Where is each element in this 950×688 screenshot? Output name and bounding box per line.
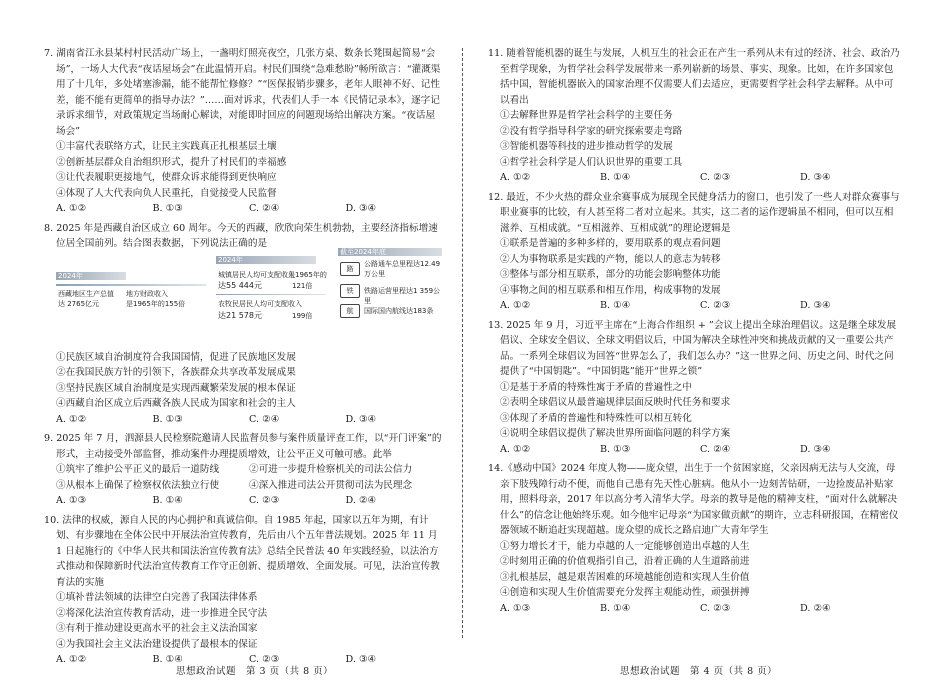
- urban-comparison: 是1965年的: [288, 270, 327, 279]
- option: ②没有哲学指导科学家的研究探索要走弯路: [500, 125, 683, 137]
- air-label: 国际国内航线达183条: [364, 306, 434, 315]
- option: ①是基于矛盾的特殊性寓于矛盾的普遍性之中: [500, 381, 692, 393]
- question-stem: 7. 湖南省江永县某村村民活动广场上，一盏明灯照亮夜空，几张方桌、数条长凳围起简易“会场”，一场人大代表“夜话屋场会”在此温情开启。村民们围绕“急难愁盼”畅所欲言：“灌溉渠用了十几年，多处堵塞渗漏，能不能帮忙修修？”“医保报销步骤多，老年人眼神不好、记性差，能不能有更简单的指导办法？”……面对诉求，代表们人手一本《民情记录本》，逐字记录诉求细节，对政策规定当场耐心解读，对能即时回应的问题现场给出解决方案。“夜话屋场会”: [44, 48, 441, 137]
- question-11: [488, 46, 900, 186]
- truck-icon: 路: [340, 262, 360, 276]
- option: ①筑牢了维护公平正义的最后一道防线: [56, 464, 220, 475]
- budget-label: 地方财政收入: [126, 289, 168, 298]
- question-8: [44, 221, 442, 428]
- answer-choices: [44, 493, 442, 509]
- choice-b: B. ①③: [152, 413, 183, 425]
- option: ③扎根基层，越是艰苦困难的环境越能创造和实现人生价值: [500, 571, 750, 583]
- question-stem: 14.《感动中国》2024 年度人物——庞众望，出生于一个贫困家庭，父亲因病无法与人交流，母亲下肢残障行动不便，而他自己患有先天性心脏病。他从小一边刻苦钻研，一边捡废品补贴家用，照料母亲，2017 年以高分考入清华大学。母亲的教导是他的精神支柱，“面对什么就解决什么”的信念让他始终乐观。如今他牢记母亲“为国家做贡献”的期许，立志科研报国，在精密仪器领域不断追赶实现超越。庞众望的成长之路启迪广大青年学生: [488, 463, 899, 536]
- right-column: [488, 46, 900, 620]
- option: ④体现了人大代表向负人民重托，自觉接受人民监督: [56, 187, 277, 199]
- choice-d: D. ②④: [800, 602, 831, 614]
- answer-choices: [488, 601, 900, 617]
- answer-choices: [488, 298, 900, 314]
- road-label: 公路通车总里程达12.49: [364, 259, 441, 268]
- option: ①填补普法领域的法律空白完善了我国法律体系: [56, 592, 258, 603]
- question-stem: 11. 随着智能机器的诞生与发展，人机互生的社会正在产生一系列从未有过的经济、社会、政治乃至哲学现象，为哲学社会科学发展带来一系列崭新的场景、事实、现象。比如，在许多国家包括中国，智能机器嵌入的国家治理不仅需要人们去适应，更需要哲学社会科学去解释。从中可以看出: [488, 48, 900, 106]
- question-12: [488, 190, 900, 314]
- answer-choices: [488, 170, 900, 186]
- option: ②人为事物联系是实践的产物，能以人的意志为转移: [500, 253, 721, 265]
- gdp-label: 西藏地区生产总值: [58, 289, 114, 298]
- option: ④深入推进司法公开贯彻司法为民理念: [249, 479, 413, 491]
- rural-income-label: 农牧民居民人均可支配收入: [218, 299, 302, 308]
- rural-income-value: 达21 578元: [218, 310, 262, 320]
- choice-d: D. ②④: [345, 495, 377, 506]
- option: ②将深化法治宣传教育活动，进一步推进全民守法: [56, 607, 268, 619]
- choice-b: B. ①④: [600, 602, 631, 614]
- option: ④事物之间的相互联系和相互作用，构成事物的发展: [500, 284, 721, 296]
- choice-c: C. ②③: [700, 172, 731, 183]
- option: ②创新基层群众自治组织形式，提升了村民们的幸福感: [56, 156, 287, 168]
- option-row: [44, 478, 442, 494]
- left-column: [44, 46, 442, 672]
- answer-choices: [44, 201, 442, 217]
- year-label: 2024年: [218, 255, 243, 264]
- question-stem: 9. 2025 年 7 月，泗源县人民检察院邀请人民监督员参与案件质量评查工作，以“开门评案”的形式，主动接受外部监督，推动案件办理提质增效，让公平正义可触可感。此举: [44, 433, 442, 460]
- choice-c: C. ②③: [249, 654, 280, 665]
- choice-c: C. ②④: [700, 443, 731, 455]
- road-unit: 万公里: [364, 269, 385, 278]
- choice-d: D. ③④: [800, 443, 831, 455]
- page-footer-left: 思想政治试题 第 3 页（共 8 页）: [176, 666, 334, 677]
- choice-a: A. ①②: [500, 300, 531, 311]
- option: ③让代表履职更接地气，使群众诉求能得到更快响应: [56, 172, 277, 183]
- airplane-icon: 航: [340, 304, 360, 318]
- choice-a: A. ①②: [500, 443, 531, 455]
- choice-b: B. ①④: [600, 172, 631, 183]
- divider-line: [56, 284, 206, 286]
- train-icon: 铁: [340, 284, 360, 298]
- urban-times: 121倍: [292, 281, 313, 290]
- rural-times: 199倍: [292, 311, 313, 320]
- option: ③智能机器等科技的进步推动哲学的发展: [500, 141, 673, 152]
- choice-d: D. ③④: [800, 172, 831, 183]
- choice-d: D. ③④: [345, 203, 377, 214]
- question-13: [488, 318, 900, 458]
- choice-b: B. ①③: [152, 203, 183, 214]
- choice-c: C. ②④: [249, 203, 280, 214]
- choice-a: A. ①③: [500, 602, 531, 614]
- option: ②在我国民族方针的引领下，各族群众共享改革发展成果: [56, 367, 296, 378]
- choice-a: A. ①②: [56, 203, 87, 214]
- choice-c: C. ②③: [700, 602, 731, 614]
- choice-c: C. ②③: [700, 300, 731, 311]
- question-stem: 8. 2025 年是西藏自治区成立 60 周年。今天的西藏，欣欣向荣生机勃勃，主要经济指标增速位居全国前列。结合图表数据，下列说法正确的是: [44, 222, 438, 249]
- question-stem: 13. 2025 年 9 月，习近平主席在“上海合作组织 + ”会议上提出全球治理倡议。这是继全球发展倡议、全球安全倡议、全球文明倡议后，中国为解决全球性冲突和挑战贡献的又一重要公共产品。一系列全球倡议为回答“世界怎么了，我们怎么办？”这一世界之问、历史之问、时代之问提供了“中国钥匙”。“中国钥匙”能开“世界之锁”: [488, 319, 897, 377]
- choice-a: A. ①②: [56, 654, 87, 665]
- choice-b: B. ①④: [600, 300, 631, 311]
- choice-b: B. ①④: [152, 654, 183, 665]
- option: ③从根本上确保了检察权依法独立行使: [56, 479, 220, 491]
- question-14: [488, 461, 900, 616]
- choice-d: D. ③④: [345, 654, 377, 665]
- budget-value: 是1965年的155倍: [126, 299, 186, 308]
- year-label: 2024年: [58, 271, 83, 280]
- choice-d: D. ③④: [345, 413, 377, 425]
- option: ④创造和实现人生价值需要充分发挥主观能动性，顽强拼搏: [500, 587, 750, 598]
- option: ①联系是普遍的多种多样的，要用联系的观点看问题: [500, 238, 721, 249]
- option: ②时刻用正确的价值观指引自己，沿着正确的人生道路前进: [500, 556, 750, 567]
- option: ②可进一步提升检察机关的司法公信力: [249, 464, 413, 475]
- option: ①努力增长才干，能力卓越的人一定能够创造出卓越的人生: [500, 540, 750, 552]
- choice-a: A. ①③: [56, 495, 87, 506]
- column-divider: [462, 48, 463, 638]
- option: ③有利于推动建设更高水平的社会主义法治国家: [56, 623, 258, 634]
- option: ①民族区域自治制度符合我国国情，促进了民族地区发展: [56, 351, 296, 363]
- question-7: [44, 46, 442, 217]
- choice-c: C. ②④: [249, 413, 280, 425]
- gdp-value: 达 2765亿元: [58, 299, 100, 308]
- urban-income-label: 城镇居民人均可支配收入: [218, 270, 295, 279]
- question-stem: 12. 最近，不少火热的群众业余赛事成为展现全民健身活力的窗口，也引发了一些人对群众赛事与职业赛事的比较，有人甚至将二者对立起来。其实，这二者的运作逻辑虽不相同，但可以互相滋养、互相成就。“互相滋养、互相成就”的理论逻辑是: [488, 191, 900, 234]
- page-footer-right: 思想政治试题 第 4 页（共 8 页）: [620, 666, 778, 677]
- choice-b: B. ①④: [152, 495, 183, 506]
- choice-c: C. ②③: [249, 495, 280, 506]
- question-9: [44, 431, 442, 509]
- question-stem: 10. 法律的权威，源自人民的内心拥护和真诚信仰。自 1985 年起，国家以五年为期，有计划、有步骤地在全体公民中开展法治宣传教育，先后由八个五年普法规划。2025 年 11 月 1 日起施行的《中华人民共和国法治宣传教育法》总结全民普法 40 年实践经验，以法治方式推动和保障新时代法治宣传教育工作守正创新、提质增效、全面发展。可见，法治宣传教育法的实施: [44, 514, 440, 588]
- choice-d: D. ③④: [800, 300, 831, 311]
- option: ③坚持民族区域自治制度是实现西藏繁荣发展的根本保证: [56, 382, 296, 394]
- choice-a: A. ①②: [500, 172, 531, 183]
- option: ②表明全球倡议从最普遍规律层面反映时代任务和要求: [500, 397, 731, 408]
- urban-income-value: 达55 444元: [218, 280, 262, 290]
- option: ③体现了矛盾的普遍性和特殊性可以相互转化: [500, 412, 692, 424]
- option: ④说明全球倡议提供了解决世界所面临问题的科学方案: [500, 428, 731, 439]
- tibet-infographic: [56, 247, 442, 346]
- question-10: [44, 513, 442, 668]
- option: ④为我国社会主义法治建设提供了最根本的保证: [56, 638, 258, 650]
- transport-title: 截至2024年底: [340, 247, 386, 256]
- option: ③整体与部分相互联系，部分的功能会影响整体功能: [500, 269, 721, 280]
- option: ①去解释世界是哲学社会科学的主要任务: [500, 110, 673, 121]
- choice-a: A. ①②: [56, 413, 87, 425]
- option: ④西藏自治区成立后西藏各族人民成为国家和社会的主人: [56, 398, 296, 409]
- divider-line: [216, 294, 326, 295]
- choice-b: B. ①③: [600, 443, 631, 455]
- answer-choices: [44, 412, 442, 428]
- rail-label: 铁路运营里程达1 359公里: [364, 286, 441, 305]
- option: ④哲学社会科学是人们认识世界的重要工具: [500, 156, 683, 168]
- answer-choices: [488, 442, 900, 458]
- option-row: [44, 462, 442, 478]
- option: ①丰富代表联络方式，让民主实践真正扎根基层土壤: [56, 141, 277, 152]
